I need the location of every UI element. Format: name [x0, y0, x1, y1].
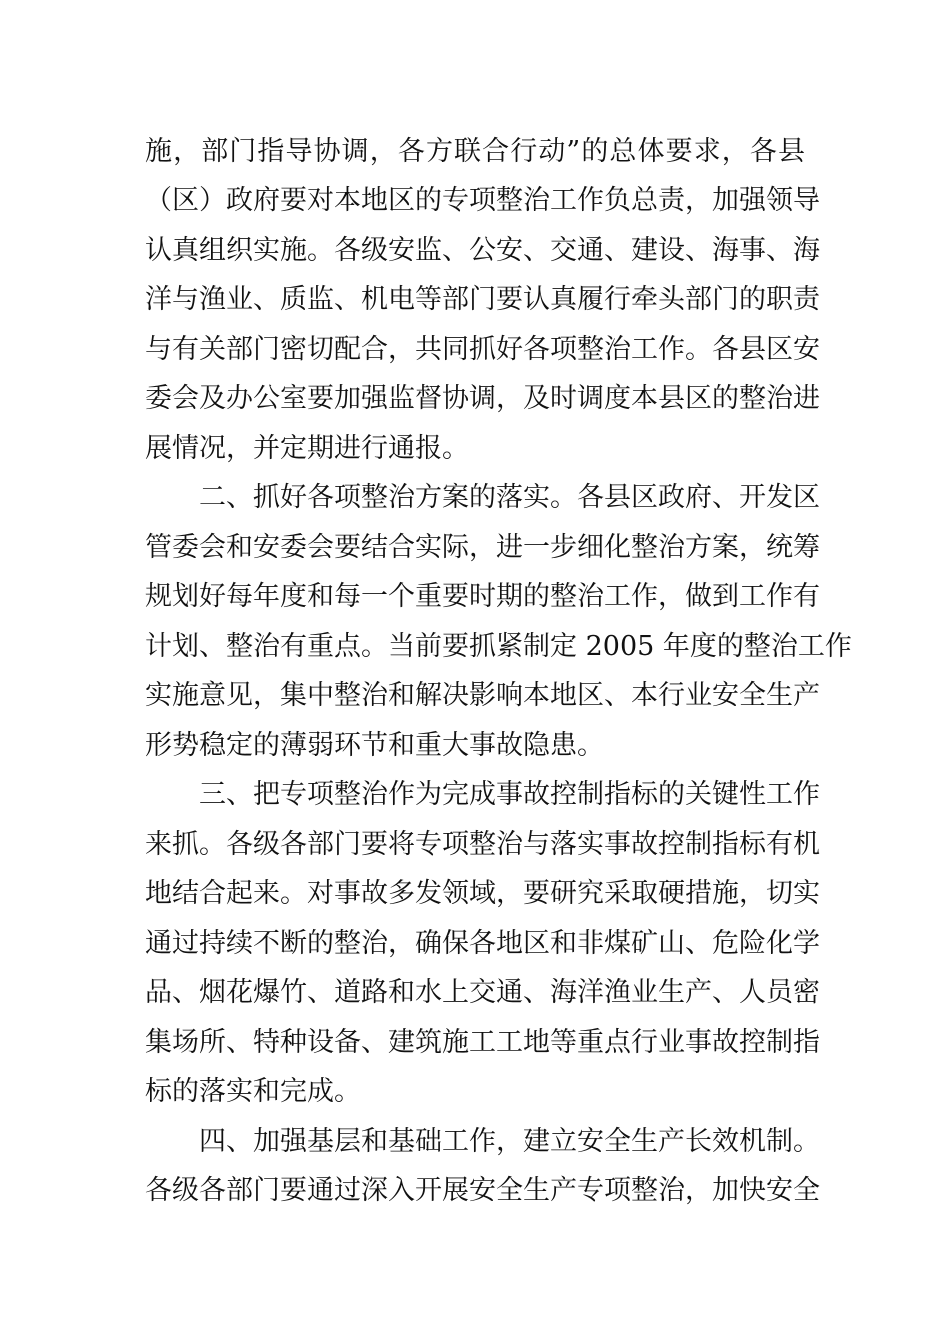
text-line: 标的落实和完成。	[145, 1076, 361, 1107]
text-line: 形势稳定的薄弱环节和重大事故隐患。	[145, 730, 604, 761]
text-line: 管委会和安委会要结合实际，进一步细化整治方案，统筹	[145, 532, 820, 563]
text-line: 品、烟花爆竹、道路和水上交通、海洋渔业生产、人员密	[145, 977, 820, 1008]
text-line: 三、把专项整治作为完成事故控制指标的关键性工作	[199, 779, 820, 810]
text-line: 展情况，并定期进行通报。	[145, 433, 469, 464]
text-line: 计划、整治有重点。当前要抓紧制定 2005 年度的整治工作	[145, 631, 852, 662]
text-line: 委会及办公室要加强监督协调，及时调度本县区的整治进	[145, 383, 820, 414]
text-line: 各级各部门要通过深入开展安全生产专项整治，加快安全	[145, 1175, 820, 1206]
text-line: 来抓。各级各部门要将专项整治与落实事故控制指标有机	[145, 829, 820, 860]
text-line: 集场所、特种设备、建筑施工工地等重点行业事故控制指	[145, 1027, 820, 1058]
text-line: 地结合起来。对事故多发领域，要研究采取硬措施，切实	[145, 878, 820, 909]
text-line: 二、抓好各项整治方案的落实。各县区政府、开发区	[199, 482, 820, 513]
text-line: 施，部门指导协调，各方联合行动”的总体要求，各县	[145, 136, 805, 167]
text-line: 规划好每年度和每一个重要时期的整治工作，做到工作有	[145, 581, 820, 612]
text-line: （区）政府要对本地区的专项整治工作负总责，加强领导	[145, 185, 820, 216]
text-line: 四、加强基层和基础工作，建立安全生产长效机制。	[199, 1126, 820, 1157]
text-line: 与有关部门密切配合，共同抓好各项整治工作。各县区安	[145, 334, 820, 365]
text-line: 实施意见，集中整治和解决影响本地区、本行业安全生产	[145, 680, 820, 711]
text-line: 通过持续不断的整治，确保各地区和非煤矿山、危险化学	[145, 928, 820, 959]
text-line: 洋与渔业、质监、机电等部门要认真履行牵头部门的职责	[145, 284, 820, 315]
text-line: 认真组织实施。各级安监、公安、交通、建设、海事、海	[145, 235, 820, 266]
